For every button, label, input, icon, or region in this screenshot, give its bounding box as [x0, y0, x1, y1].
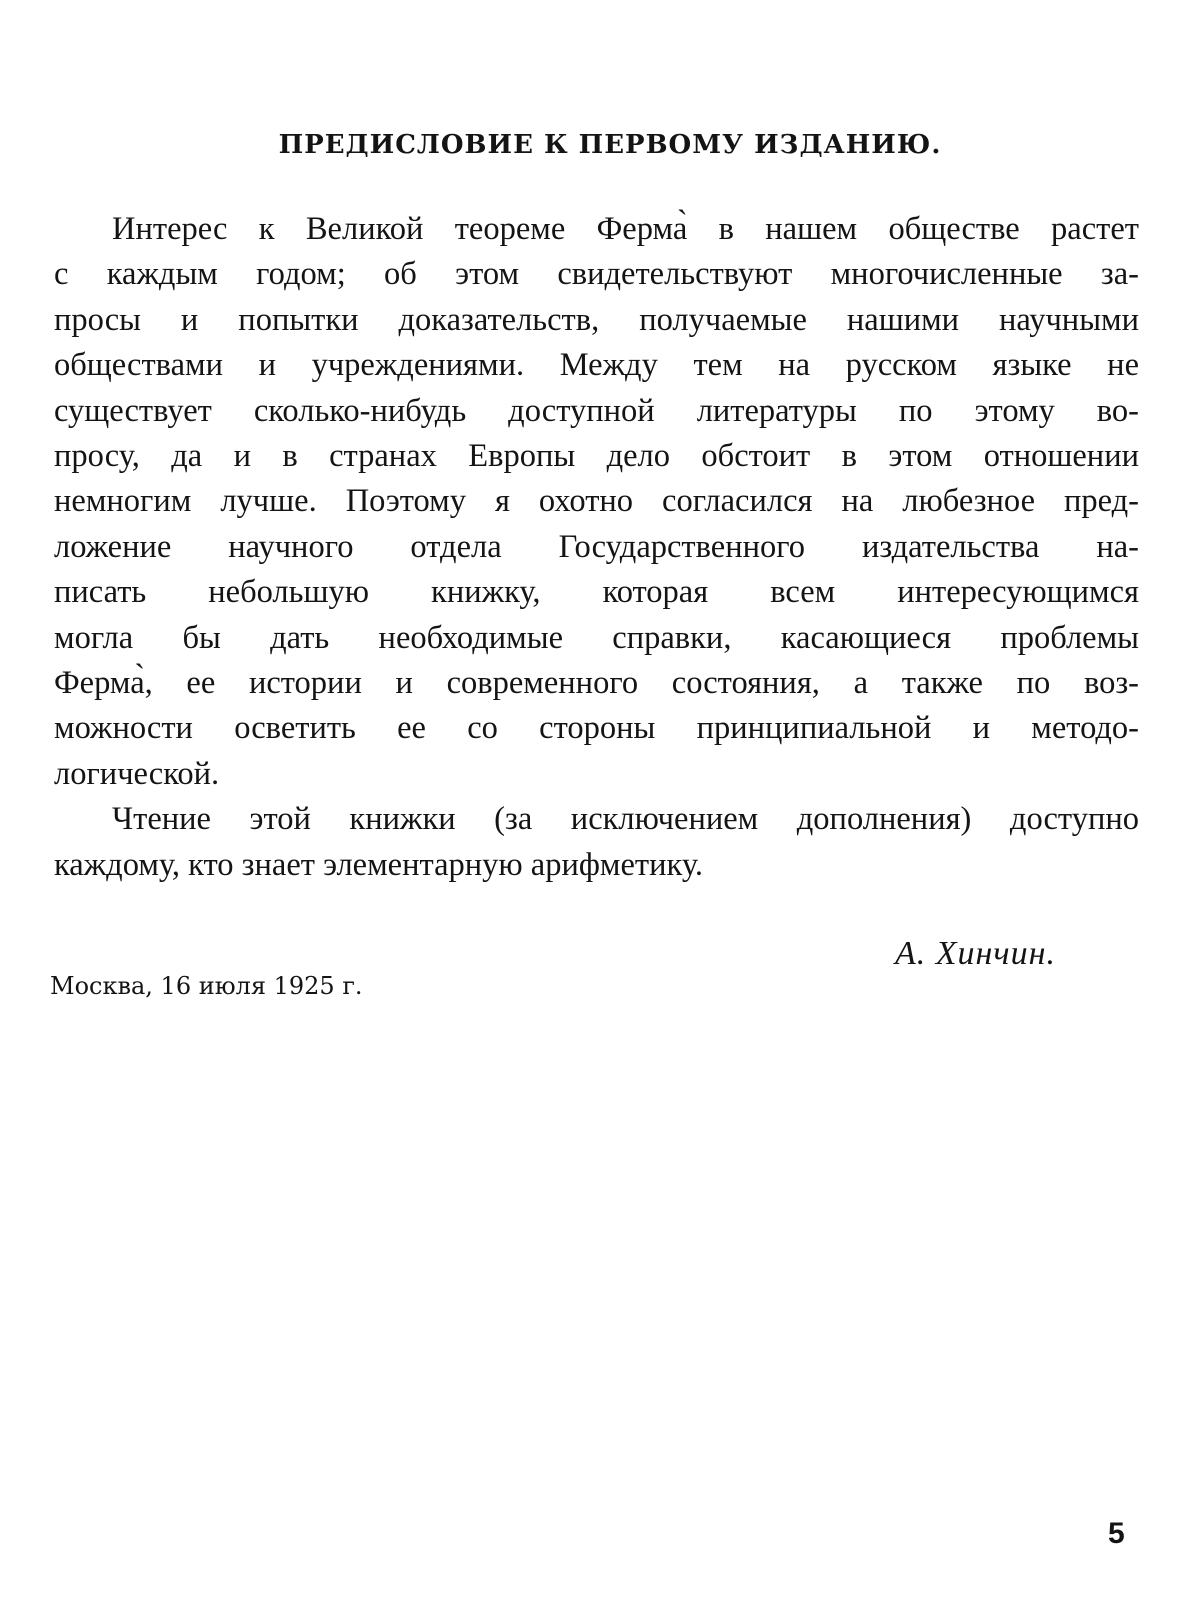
preface-body [54, 207, 1139, 888]
text-line: каждому, кто знает элементарную арифметику. [54, 846, 703, 883]
author-signature: А. Хинчин. [895, 935, 1056, 972]
text-line: Интерес к Великой теореме Ферма̀ в нашем обществе растет [112, 211, 1139, 247]
text-line: Ферма̀, ее истории и современного состояния, а также по воз- [54, 665, 1139, 702]
page-title: ПРЕДИСЛОВИЕ К ПЕРВОМУ ИЗДАНИЮ. [278, 130, 942, 160]
text-line: существует сколько-нибудь доступной литературы по этому во- [54, 392, 1139, 429]
text-line: логической. [54, 755, 220, 792]
text-line: немногим лучше. Поэтому я охотно согласился на любезное пред- [54, 483, 1139, 520]
paragraph-1 [54, 207, 1139, 797]
place-date: Москва, 16 июля 1925 г. [50, 972, 363, 1000]
text-line: просу, да и в странах Европы дело обстоит в этом отношении [54, 438, 1139, 475]
text-line: просы и попытки доказательств, получаемые нашими научными [54, 301, 1139, 338]
text-line: обществами и учреждениями. Между тем на русском языке не [54, 347, 1139, 384]
text-line: могла бы дать необходимые справки, касающиеся проблемы [54, 619, 1139, 656]
text-line: ложение научного отдела Государственного издательства на- [54, 528, 1139, 565]
paragraph-2 [54, 797, 1139, 888]
text-line: можности осветить ее со стороны принципиальной и методо- [54, 710, 1139, 747]
text-line: писать небольшую книжку, которая всем интересующимся [54, 574, 1139, 611]
text-line: с каждым годом; об этом свидетельствуют многочисленные за- [54, 256, 1139, 293]
text-line: Чтение этой книжки (за исключением дополнения) доступно [112, 801, 1139, 838]
page-number: 5 [1108, 1517, 1125, 1550]
